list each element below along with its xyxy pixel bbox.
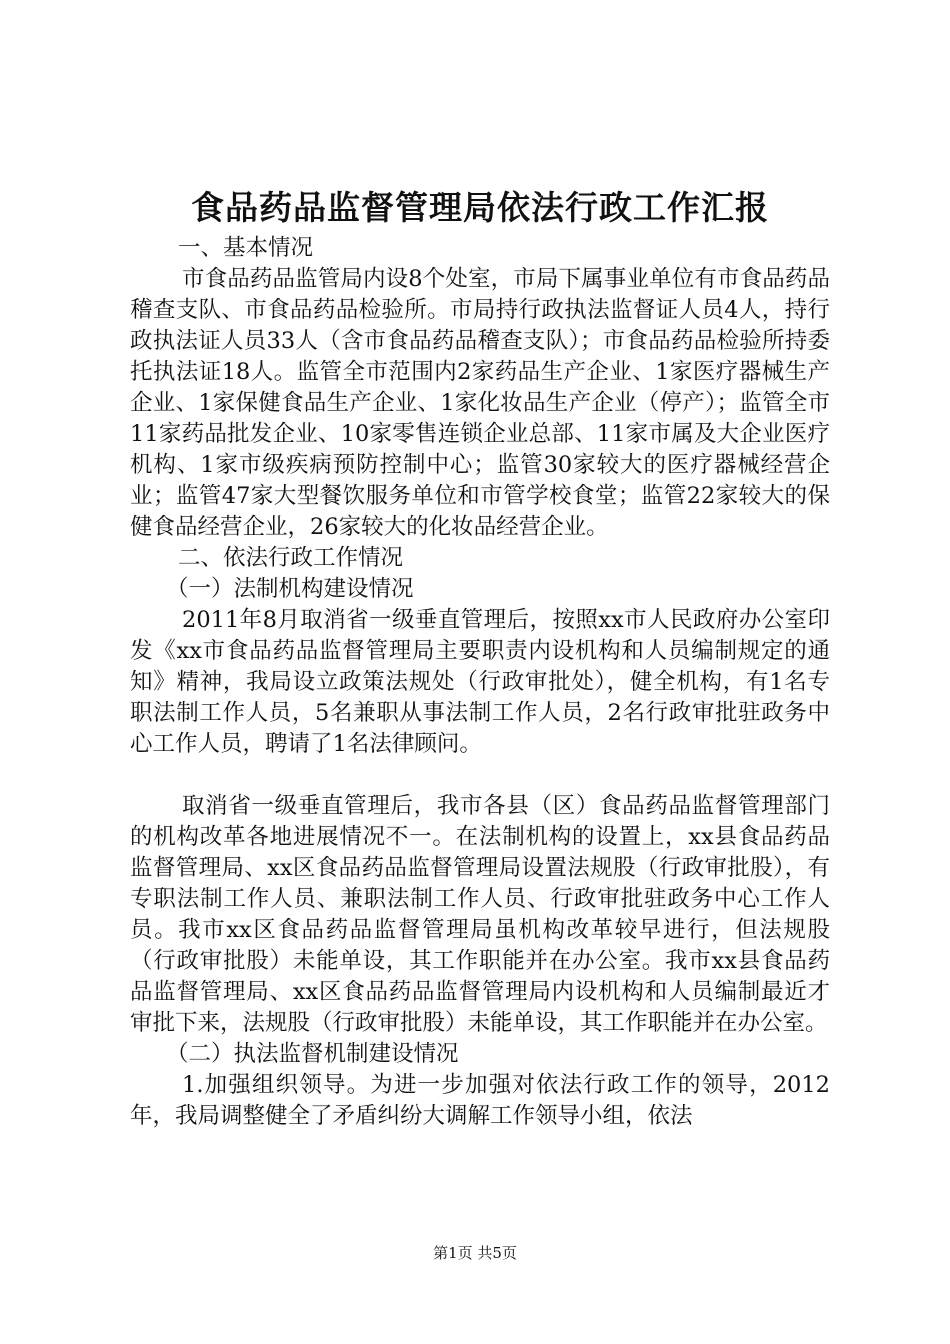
paragraph-organization-leadership: 1.加强组织领导。为进一步加强对依法行政工作的领导，2012年，我局调整健全了矛盾纠纷大调解工作领导小组，依法: [130, 1072, 830, 1129]
section-heading-lawful-administration: 二、依法行政工作情况: [178, 545, 404, 571]
document-title: 食品药品监督管理局依法行政工作汇报: [191, 188, 769, 227]
paragraph-legal-institution-2: 取消省一级垂直管理后，我市各县（区）食品药品监督管理部门的机构改革各地进展情况不一。在法制机构的设置上，xx县食品药品监督管理局、xx区食品药品监督管理局设置法规股（行政审批股），有专职法制工作人员、兼职法制工作人员、行政审批驻政务中心工作人员。我市xx区食品药品监督管理局虽机构改革较早进行，但法规股（行政审批股）未能单设，其工作职能并在办公室。我市xx县食品药品监督管理局、xx区食品药品监督管理局内设机构和人员编制最近才审批下来，法规股（行政审批股）未能单设，其工作职能并在办公室。: [130, 793, 830, 1036]
subheading-supervision-mechanism: （二）执法监督机制建设情况: [166, 1041, 459, 1067]
page-footer: 第1页 共5页: [433, 1244, 517, 1262]
document-body: [130, 233, 830, 1132]
paragraph-legal-institution-1: 2011年8月取消省一级垂直管理后，按照xx市人民政府办公室印发《xx市食品药品监督管理局主要职责内设机构和人员编制规定的通知》精神，我局设立政策法规处（行政审批处），健全机构，有1名专职法制工作人员，5名兼职从事法制工作人员，2名行政审批驻政务中心工作人员，聘请了1名法律顾问。: [130, 607, 830, 757]
subheading-legal-institution: （一）法制机构建设情况: [166, 576, 414, 602]
paragraph-gap: [130, 760, 830, 791]
paragraph-basic-situation: 市食品药品监管局内设8个处室，市局下属事业单位有市食品药品稽查支队、市食品药品检验所。市局持行政执法监督证人员4人，持行政执法证人员33人（含市食品药品稽查支队）；市食品药品检验所持委托执法证18人。监管全市范围内2家药品生产企业、1家医疗器械生产企业、1家保健食品生产企业、1家化妆品生产企业（停产）；监管全市11家药品批发企业、10家零售连锁企业总部、11家市属及大企业医疗机构、1家市级疾病预防控制中心；监管30家较大的医疗器械经营企业；监管47家大型餐饮服务单位和市管学校食堂；监管22家较大的保健食品经营企业，26家较大的化妆品经营企业。: [130, 266, 830, 540]
section-heading-basic-situation: 一、基本情况: [178, 235, 314, 261]
